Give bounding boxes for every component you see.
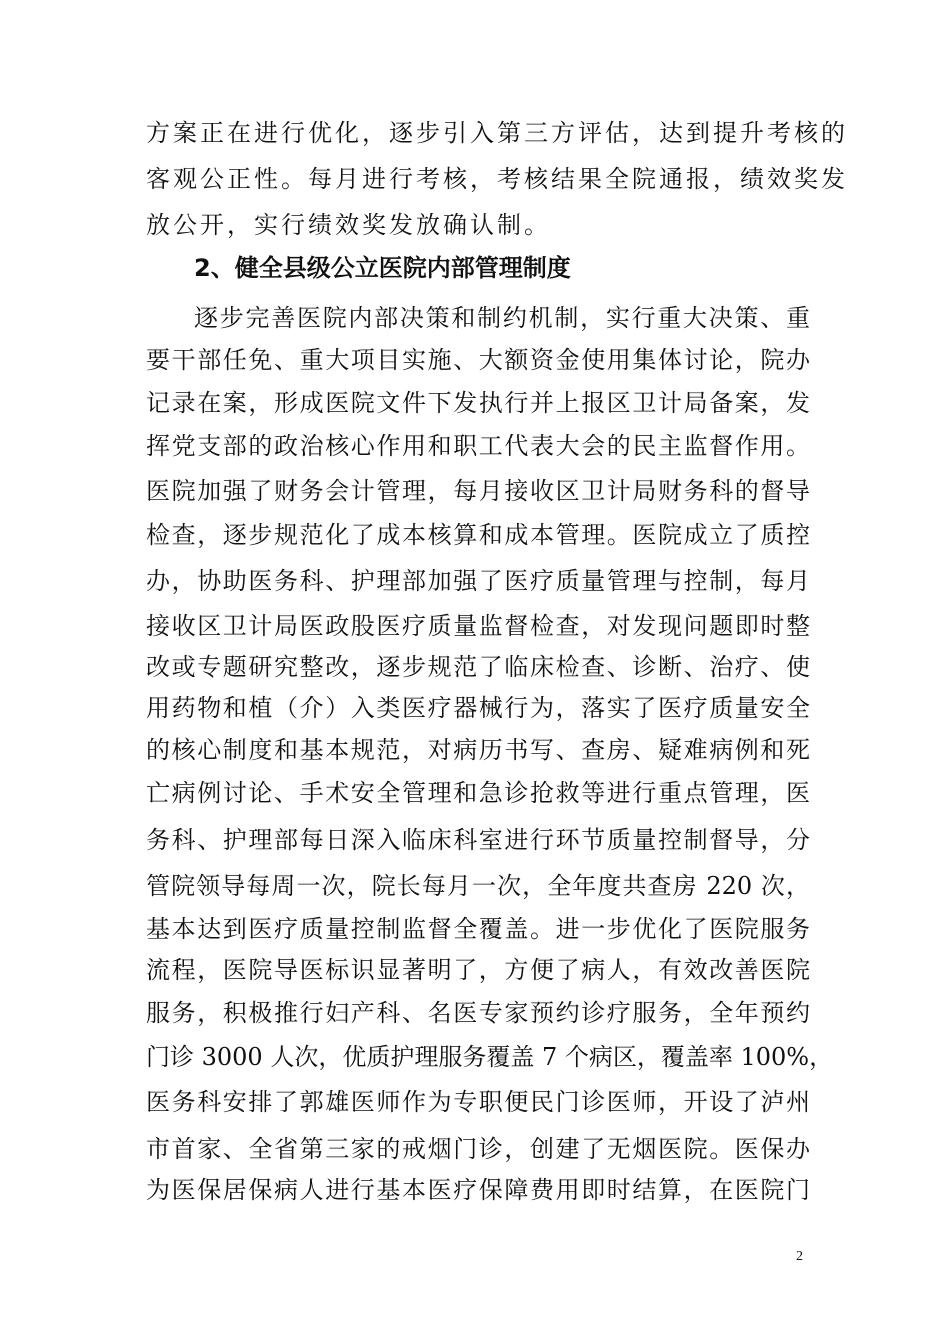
paragraph-line: 办，协助医务科、护理部加强了医疗质量管理与控制，每月 xyxy=(146,567,810,595)
paragraph-line: 市首家、全省第三家的戒烟门诊，创建了无烟医院。医保办 xyxy=(146,1135,810,1163)
paragraph-line: 服务，积极推行妇产科、名医专家预约诊疗服务，全年预约 xyxy=(146,999,810,1027)
paragraph-line: 医务科安排了郭雄医师作为专职便民门诊医师，开设了泸州 xyxy=(146,1088,810,1116)
paragraph-line: 的核心制度和基本规范，对病历书写、查房、疑难病例和死 xyxy=(146,736,810,764)
paragraph-line: 逐步完善医院内部决策和制约机制，实行重大决策、重 xyxy=(194,304,810,332)
paragraph-line: 方案正在进行优化，逐步引入第三方评估，达到提升考核的 xyxy=(146,119,848,147)
paragraph-line: 挥党支部的政治核心作用和职工代表大会的民主监督作用。 xyxy=(146,432,810,460)
paragraph-line: 客观公正性。每月进行考核，考核结果全院通报，绩效奖发 xyxy=(146,165,848,193)
paragraph-line: 管院领导每周一次，院长每月一次，全年度共查房 220 次， xyxy=(146,872,810,900)
paragraph-line: 为医保居保病人进行基本医疗保障费用即时结算，在医院门 xyxy=(146,1176,810,1204)
page-number: 2 xyxy=(796,1249,803,1264)
paragraph-line: 要干部任免、重大项目实施、大额资金使用集体讨论，院办 xyxy=(146,346,810,374)
paragraph-line: 门诊 3000 人次，优质护理服务覆盖 7 个病区，覆盖率 100%， xyxy=(146,1043,834,1071)
paragraph-line: 改或专题研究整改，逐步规范了临床检查、诊断、治疗、使 xyxy=(146,653,810,681)
paragraph-line: 放公开，实行绩效奖发放确认制。 xyxy=(146,211,551,239)
paragraph-line: 检查，逐步规范化了成本核算和成本管理。医院成立了质控 xyxy=(146,521,810,549)
paragraph-line: 用药物和植（介）入类医疗器械行为，落实了医疗质量安全 xyxy=(146,694,810,722)
paragraph-line: 亡病例讨论、手术安全管理和急诊抢救等进行重点管理，医 xyxy=(146,779,810,807)
paragraph-line: 流程，医院导医标识显著明了，方便了病人，有效改善医院 xyxy=(146,956,810,984)
paragraph-line: 记录在案，形成医院文件下发执行并上报区卫计局备案，发 xyxy=(146,389,810,417)
paragraph-line: 医院加强了财务会计管理，每月接收区卫计局财务科的督导 xyxy=(146,477,810,505)
paragraph-line: 务科、护理部每日深入临床科室进行环节质量控制督导，分 xyxy=(146,826,810,854)
section-heading: 2、健全县级公立医院内部管理制度 xyxy=(194,254,571,282)
paragraph-line: 接收区卫计局医政股医疗质量监督检查，对发现问题即时整 xyxy=(146,612,810,640)
paragraph-line: 基本达到医疗质量控制监督全覆盖。进一步优化了医院服务 xyxy=(146,915,810,943)
